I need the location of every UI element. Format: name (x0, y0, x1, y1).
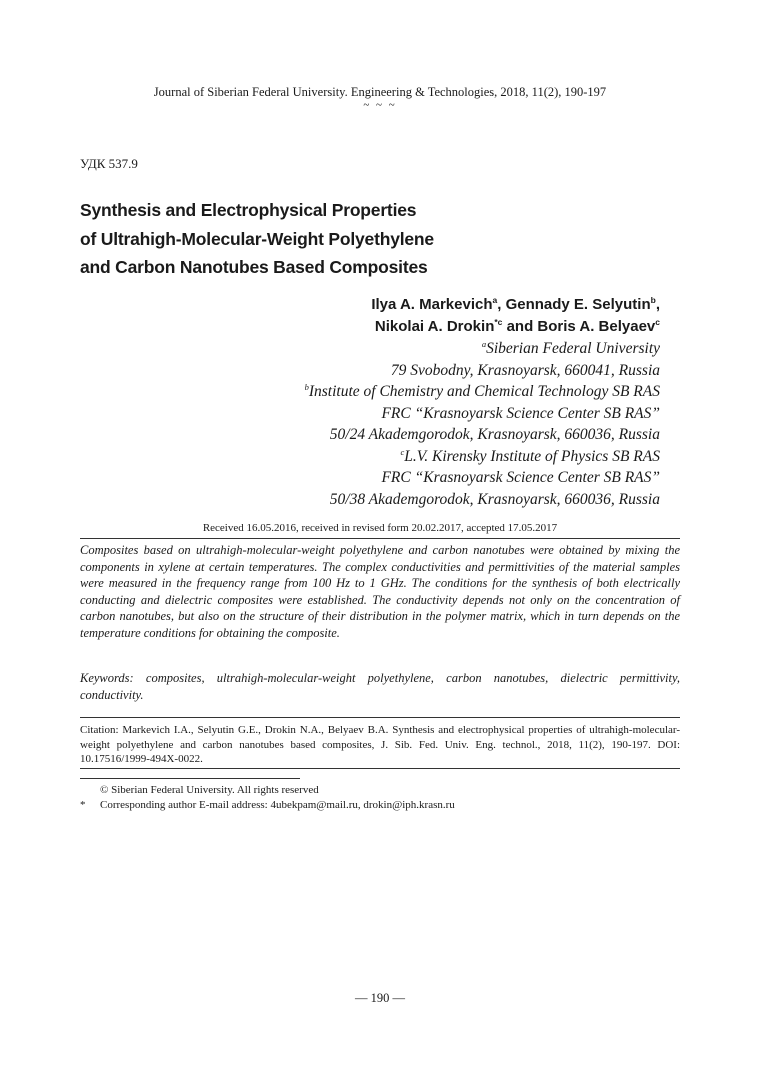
authors-block (100, 294, 660, 510)
author-name: Ilya A. Markevich (371, 296, 493, 313)
footnotes (80, 783, 680, 813)
citation-text: Citation: Markevich I.A., Selyutin G.E., Drokin N.A., Belyaev B.A. Synthesis and electrophysical properties of ultrahigh-molecular-weight polyethylene and carbon nanotubes based composites, J. Sib. Fed. Univ. Eng. technol., 2018, 11(2), 190-197. DOI: 10.17516/1999-494X-0022. (80, 724, 680, 765)
received-dates: Received 16.05.2016, received in revised form 20.02.2017, accepted 17.05.2017 (202, 522, 558, 534)
authors-line-1: Ilya A. Markevich$^a$, Gennady E. Selyutin$^b$, (371, 295, 660, 313)
author-affiliation-mark: *c (494, 317, 503, 327)
title-line-2: of Ultrahigh-Molecular-Weight Polyethylene (80, 228, 434, 249)
udk-code: УДК 537.9 (80, 156, 138, 171)
citation-bottom-rule (80, 768, 680, 769)
author-affiliation-mark: a (492, 295, 498, 305)
journal-header (0, 84, 760, 110)
affiliation-b-center: FRC “Krasnoyarsk Science Center SB RAS” (381, 404, 660, 422)
keywords-text: Keywords: composites, ultrahigh-molecular-weight polyethylene, carbon nanotubes, dielectric permittivity, conductivity. (80, 671, 680, 702)
title-line-1: Synthesis and Electrophysical Properties (80, 200, 417, 220)
affiliation-a-org: $^a$Siberian Federal University (481, 338, 660, 357)
abstract-top-rule (80, 538, 680, 539)
author-affiliation-mark: b (650, 295, 656, 305)
author-name: Boris A. Belyaev (537, 318, 656, 335)
header-ornament: ~ ~ ~ (363, 99, 397, 111)
footnote-rule (80, 778, 300, 779)
footnote-star: * (80, 799, 86, 811)
page-number: ― 190 ― (355, 991, 405, 1005)
footnote-corresponding: * Corresponding author E-mail address: 4ubekpam@mail.ru, drokin@iph.krasn.ru (80, 799, 455, 811)
affiliation-a-address: 79 Svobodny, Krasnoyarsk, 660041, Russia (390, 361, 660, 379)
title-line-3: and Carbon Nanotubes Based Composites (80, 257, 428, 277)
affiliation-b-address: 50/24 Akademgorodok, Krasnoyarsk, 660036, Russia (329, 426, 660, 443)
affiliation-b-org: $^b$Institute of Chemistry and Chemical Technology SB RAS (304, 381, 660, 400)
affiliation-c-address: 50/38 Akademgorodok, Krasnoyarsk, 660036, Russia (329, 490, 660, 508)
affiliation-c-org: $^c$L.V. Kirensky Institute of Physics SB RAS (400, 446, 660, 465)
author-name: Nikolai A. Drokin (374, 318, 495, 335)
article-title (80, 196, 680, 282)
author-name: Gennady E. Selyutin (505, 296, 651, 313)
affiliation-c-center: FRC “Krasnoyarsk Science Center SB RAS” (381, 469, 660, 486)
journal-citation-line: Journal of Siberian Federal University. Engineering & Technologies, 2018, 11(2), 190-197 (153, 85, 607, 99)
citation-top-rule (80, 717, 680, 718)
author-affiliation-mark: c (655, 317, 660, 327)
footnote-copyright: © Siberian Federal University. All rights reserved (100, 784, 319, 796)
abstract-text: Composites based on ultrahigh-molecular-weight polyethylene and carbon nanotubes were obtained by mixing the components in xylene at certain temperatures. The complex conductivities and permittivities of the material samples were measured in the frequency range from 100 Hz to 1 GHz. The conditions for the synthesis of both electrically conducting and dielectric composites were established. The conductivity depends not only on the concentration of carbon nanotubes, but also on the structure of their distribution in the polymer matrix, which in turn depends on the temperature conditions for obtaining the composite. (80, 543, 680, 640)
authors-line-2: Nikolai A. Drokin$^{*c}$ and Boris A. Belyaev$^c$ (374, 317, 660, 335)
